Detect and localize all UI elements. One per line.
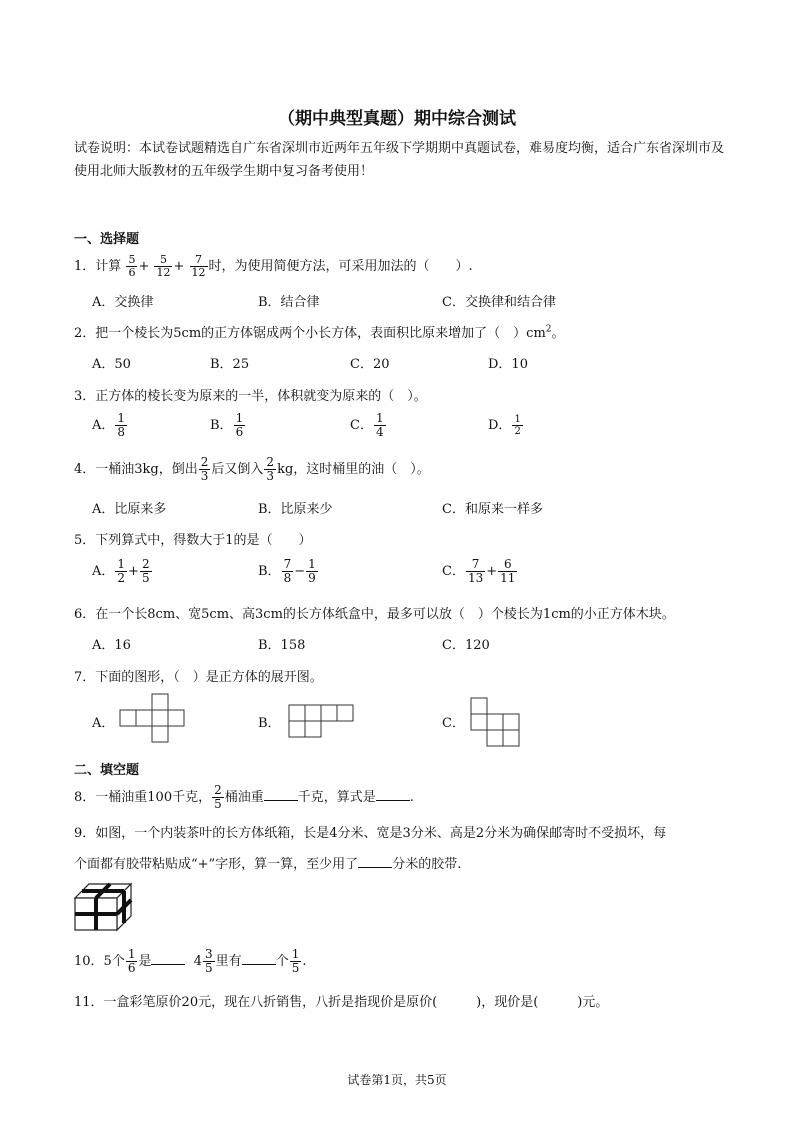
- question-7: [74, 666, 323, 685]
- mixed-number-whole: 4: [193, 954, 203, 969]
- question-8: [74, 784, 414, 811]
- numerator: 1: [235, 411, 244, 425]
- fraction: [140, 558, 152, 585]
- plus-sign: +: [486, 564, 498, 579]
- numerator: 2: [214, 783, 222, 797]
- denominator: 13: [467, 571, 484, 585]
- q4-option-b[interactable]: B．比原来少: [258, 502, 333, 517]
- denominator: 5: [291, 961, 300, 975]
- q6-option-c[interactable]: C．120: [442, 638, 490, 653]
- numerator: 7: [283, 557, 292, 571]
- option-letter: A．: [92, 564, 115, 579]
- option-letter: C．: [442, 564, 465, 579]
- denominator: 3: [266, 469, 275, 483]
- plus-sign: +: [173, 259, 185, 274]
- question-text: 一桶油3kg，倒出: [95, 462, 198, 477]
- question-number: 1．: [74, 259, 96, 274]
- numerator: 6: [498, 558, 517, 572]
- fraction: [115, 412, 127, 439]
- denominator: 9: [308, 571, 316, 585]
- denominator: 5: [141, 571, 150, 585]
- question-number: 4．: [74, 462, 96, 477]
- numerator: 1: [308, 557, 316, 571]
- q3-option-c[interactable]: [350, 412, 387, 439]
- numerator: 1: [117, 557, 126, 571]
- fraction: [374, 412, 386, 439]
- option-letter: A．: [92, 418, 115, 433]
- fraction: [234, 412, 246, 439]
- cube-net-b-icon: [288, 704, 354, 738]
- fraction: [498, 558, 517, 585]
- option-letter: B．: [210, 418, 233, 433]
- q3-option-d[interactable]: [488, 414, 524, 437]
- option-letter: D．: [488, 418, 512, 433]
- question-4: [74, 456, 430, 483]
- q1-option-c[interactable]: C．交换律和结合律: [442, 295, 556, 310]
- option-letter: C．: [442, 716, 465, 731]
- question-number: 8．: [74, 790, 96, 805]
- numerator: 7: [190, 254, 208, 267]
- question-text: 后又倒入: [211, 462, 264, 477]
- fraction: [466, 558, 485, 585]
- fraction: [199, 456, 211, 483]
- cube-net-a-icon: [119, 693, 185, 743]
- question-number: 6．: [74, 607, 96, 622]
- question-6: [74, 603, 675, 622]
- option-letter: B．: [258, 716, 281, 731]
- q1-option-a[interactable]: A．交换律: [92, 295, 154, 310]
- q2-option-c[interactable]: C．20: [350, 357, 390, 372]
- option-letter: B．: [258, 564, 281, 579]
- numerator: 3: [205, 947, 213, 961]
- fraction: [212, 784, 224, 811]
- denominator: 12: [191, 266, 206, 279]
- numerator: 7: [466, 558, 485, 572]
- numerator: 2: [141, 557, 150, 571]
- question-text: 正方体的棱长变为原来的一半，体积就变为原来的（ ）。: [95, 389, 427, 404]
- q3-option-a[interactable]: [92, 412, 128, 439]
- denominator: 8: [283, 571, 292, 585]
- numerator: 2: [200, 455, 209, 469]
- fraction: [290, 948, 302, 975]
- question-number: 7．: [74, 670, 96, 685]
- numerator: 5: [154, 254, 172, 267]
- question-text: 分米的胶带.: [392, 857, 462, 872]
- q2-option-a[interactable]: A．50: [92, 357, 131, 372]
- fraction: [115, 558, 127, 585]
- denominator: 12: [156, 266, 171, 279]
- denominator: 11: [500, 571, 516, 585]
- answer-blank[interactable]: [151, 952, 185, 965]
- question-text: 一桶油重100千克，: [95, 790, 212, 805]
- question-text: kg，这时桶里的油（ ）。: [277, 462, 430, 477]
- question-number: 3．: [74, 389, 96, 404]
- fraction: [154, 254, 172, 279]
- question-text: 桶油重: [224, 790, 264, 805]
- numerator: 1: [514, 414, 521, 425]
- question-2: [74, 322, 565, 341]
- q3-option-b[interactable]: [210, 412, 246, 439]
- numerator: 1: [291, 947, 300, 961]
- question-text: 在一个长8cm、宽5cm、高3cm的长方体纸盒中，最多可以放（ ）个棱长为1cm的小正方体木块。: [95, 607, 675, 622]
- numerator: 1: [117, 411, 126, 425]
- question-text: 5个: [103, 954, 125, 969]
- q1-option-b[interactable]: B．结合律: [258, 295, 320, 310]
- q2-option-d[interactable]: D．10: [488, 357, 528, 372]
- q6-option-b[interactable]: B．158: [258, 638, 306, 653]
- section-choice-heading: 一、选择题: [74, 232, 140, 247]
- taped-box-icon: [73, 880, 133, 932]
- q5-option-a[interactable]: [92, 558, 153, 585]
- question-3: [74, 385, 427, 404]
- question-text: 里有: [215, 954, 242, 969]
- q2-option-b[interactable]: B．25: [210, 357, 250, 372]
- numerator: 5: [128, 253, 136, 266]
- denominator: 6: [128, 266, 136, 279]
- question-text: 把一个棱长为5cm的正方体锯成两个小长方体，表面积比原来增加了（ ）cm: [95, 326, 546, 341]
- fraction: [126, 948, 138, 975]
- denominator: 3: [200, 469, 209, 483]
- question-text: 时，为使用简便方法，可采用加法的（ ）.: [208, 259, 473, 274]
- question-text: 个: [275, 954, 289, 969]
- fraction: [306, 558, 318, 585]
- fraction: [264, 456, 276, 483]
- q7-option-a[interactable]: [92, 712, 114, 731]
- question-text: .: [409, 790, 414, 805]
- denominator: 2: [514, 426, 521, 437]
- denominator: 6: [127, 961, 136, 975]
- numerator: 1: [375, 411, 384, 425]
- denominator: 5: [205, 961, 213, 975]
- question-10: [74, 948, 306, 975]
- superscript: 2: [545, 324, 552, 335]
- q7-option-b[interactable]: [258, 712, 281, 731]
- question-text: 。: [551, 326, 565, 341]
- q7-option-c[interactable]: [442, 712, 465, 731]
- q4-option-c[interactable]: C．和原来一样多: [442, 502, 543, 517]
- question-11: [74, 991, 608, 1010]
- minus-sign: −: [294, 564, 306, 579]
- question-5: [74, 529, 312, 548]
- numerator: 2: [266, 455, 275, 469]
- question-number: 10．: [74, 954, 104, 969]
- question-text: 个面都有胶带粘贴成“+”字形，算一算，至少用了: [74, 857, 359, 872]
- denominator: 2: [117, 571, 126, 585]
- question-text: .: [302, 954, 307, 969]
- q5-option-c[interactable]: [442, 558, 518, 585]
- plus-sign: +: [138, 259, 150, 274]
- fraction: [203, 948, 215, 975]
- question-9-line-1: [74, 822, 666, 841]
- denominator: 8: [117, 425, 126, 439]
- answer-blank[interactable]: [358, 855, 392, 868]
- question-text: 一盒彩笔原价20元，现在八折销售，八折是指现价是原价( )，现价是( )元。: [103, 995, 609, 1010]
- denominator: 5: [214, 797, 222, 811]
- q5-option-b[interactable]: [258, 558, 319, 585]
- section-fill-heading: 二、填空题: [74, 763, 140, 778]
- question-text: 下列算式中，得数大于1的是（ ）: [95, 533, 312, 548]
- fraction: [282, 558, 294, 585]
- fraction: [126, 254, 137, 279]
- fraction: [512, 414, 522, 437]
- plus-sign: +: [128, 564, 139, 579]
- denominator: 4: [375, 425, 384, 439]
- question-number: 2．: [74, 326, 96, 341]
- question-number: 9．: [74, 826, 96, 841]
- exam-instructions: 试卷说明：本试卷试题精选自广东省深圳市近两年五年级下学期期中真题试卷，难易度均衡，适合广东省深圳市及使用北师大版教材的五年级学生期中复习备考使用！: [74, 141, 725, 179]
- fraction: [190, 254, 208, 279]
- page-footer: 试卷第1页，共5页: [347, 1073, 447, 1087]
- numerator: 1: [127, 947, 136, 961]
- question-text: 计算: [95, 259, 122, 274]
- question-9-line-2: [74, 853, 461, 872]
- denominator: 6: [235, 425, 244, 439]
- page-title: （期中典型真题）期中综合测试: [278, 109, 516, 129]
- q6-option-a[interactable]: A．16: [92, 638, 131, 653]
- question-text: 下面的图形，（ ）是正方体的展开图。: [95, 670, 323, 685]
- option-letter: A．: [92, 716, 115, 731]
- question-text: 是: [138, 954, 152, 969]
- answer-blank[interactable]: [242, 952, 276, 965]
- question-text: 如图，一个内装茶叶的长方体纸箱，长是4分米、宽是3分米、高是2分米为确保邮寄时不受损坏，每: [95, 826, 667, 841]
- question-number: 11．: [74, 995, 104, 1010]
- question-text: 千克，算式是: [297, 790, 376, 805]
- answer-blank[interactable]: [264, 788, 298, 801]
- q4-option-a[interactable]: A．比原来多: [92, 502, 167, 517]
- answer-blank[interactable]: [376, 788, 410, 801]
- option-letter: C．: [350, 418, 373, 433]
- cube-net-c-icon: [470, 697, 520, 747]
- question-1: [74, 254, 473, 279]
- question-number: 5．: [74, 533, 96, 548]
